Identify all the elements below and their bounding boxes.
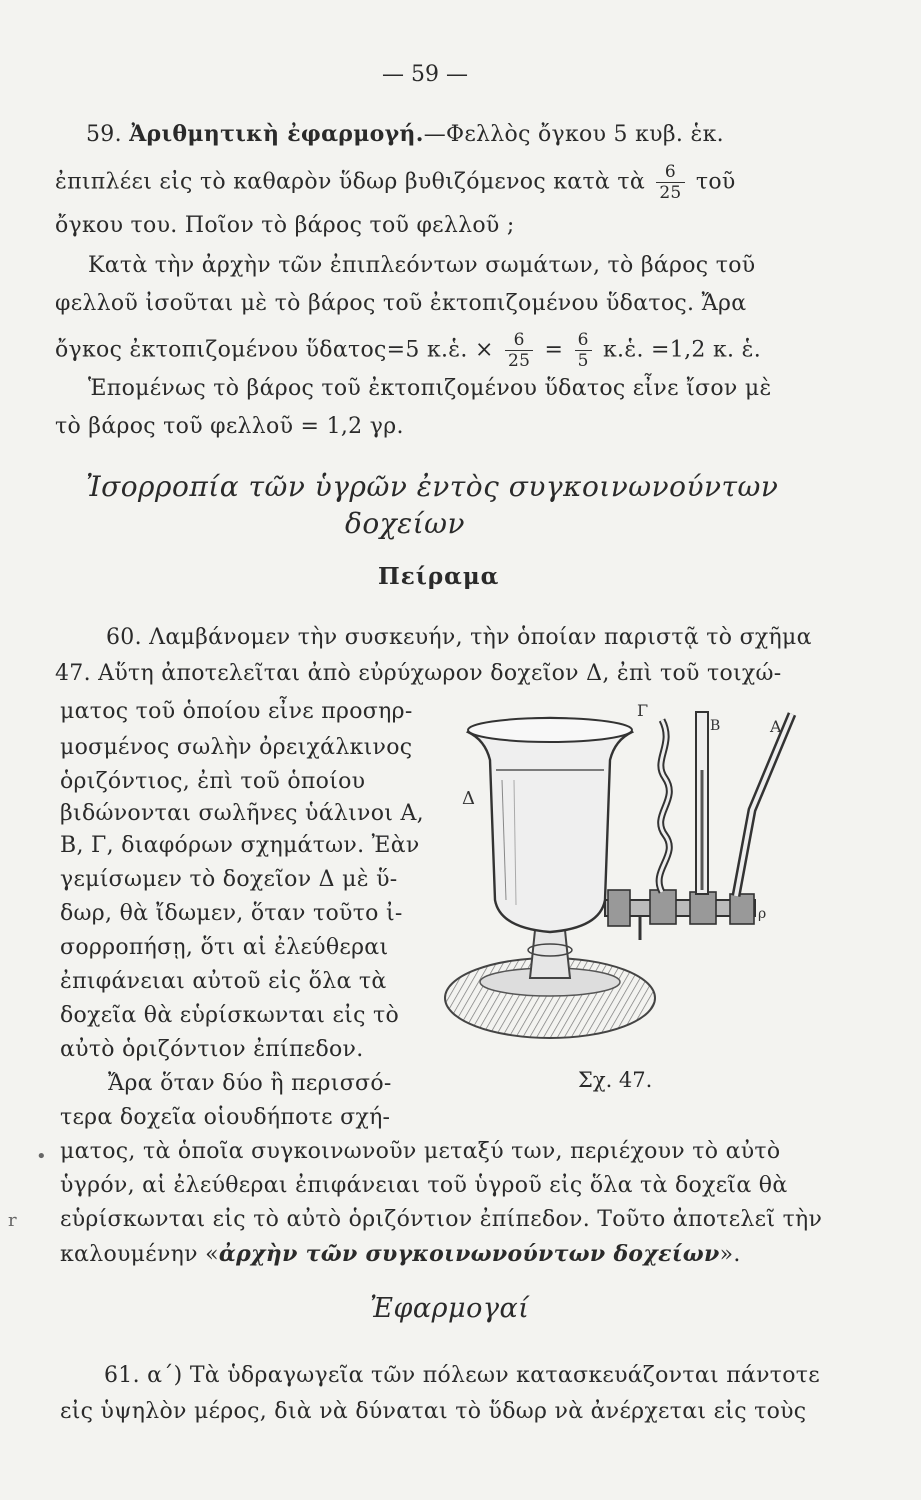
section59-line2-start: ἐπιπλέει εἰς τὸ καθαρὸν ὕδωρ βυθιζόμενος κατὰ τὰ [55,169,646,195]
label-rho: ρ [758,906,767,922]
section60-narrow-line: ἐπιφάνειαι αὐτοῦ εἰς ὅλα τὰ [60,969,387,994]
section60-narrow-line: ματος τοῦ ὁποίου εἶνε προσηρ- [60,699,413,724]
heading-balance-line2: δοχείων [345,507,466,540]
section60-narrow-line: δοχεῖα θὰ εὑρίσκωνται εἰς τὸ [60,1003,400,1028]
label-alpha: Α [770,717,782,736]
margin-tick: r [8,1210,17,1231]
heading-balance-line1: Ἰσορροπία τῶν ὑγρῶν ἐντὸς συγκοινωνούντων [86,470,779,503]
section59-line7: Ἑπομένως τὸ βάρος τοῦ ἐκτοπιζομένου ὕδατος εἶνε ἴσον μὲ [88,376,772,401]
tube-alpha [736,714,792,896]
section59-heading: Ἀριθμητικὴ ἐφαρμογή. [129,121,424,147]
margin-bullet: • [36,1146,47,1167]
frac-denominator: 25 [508,351,531,371]
last-line-start: καλουμένην « [60,1242,219,1267]
section60-line2: 47. Αὕτη ἀποτελεῖται ἀπὸ εὐρύχωρον δοχεῖον Δ, ἐπὶ τοῦ τοιχώ- [55,661,782,686]
section60-narrow-line: μοσμένος σωλὴν ὀρειχάλκινος [60,735,413,760]
section59-line1 [86,120,724,149]
last-line-end: ». [719,1242,741,1267]
section60-full-line: ὑγρόν, αἱ ἐλεύθεραι ἐπιφάνειαι τοῦ ὑγροῦ εἰς ὅλα τὰ δοχεῖα θὰ [60,1173,788,1198]
principle-text: ἀρχὴν τῶν συγκοινωνούντων δοχείων [218,1241,720,1267]
section61-line1: 61. α΄) Τὰ ὑδραγωγεῖα τῶν πόλεων κατασκευάζονται πάντοτε [104,1363,820,1388]
label-beta: Β [710,718,721,734]
section59-line5: φελλοῦ ἰσοῦται μὲ τὸ βάρος τοῦ ἐκτοπιζομένου ὕδατος. Ἄρα [55,291,747,316]
applications-heading: Ἐφαρμογαί [370,1293,530,1324]
figure-caption: Σχ. 47. [578,1068,653,1092]
section60-narrow-line: ὁριζόντιος, ἐπὶ τοῦ ὁποίου [60,769,366,794]
section60-full-line: εὑρίσκωνται εἰς τὸ αὐτὸ ὁριζόντιον ἐπίπεδον. Τοῦτο ἀποτελεῖ τὴν [60,1207,823,1232]
section60-narrow-line: Β, Γ, διαφόρων σχημάτων. Ἐὰν [60,833,420,858]
page-number: — 59 — [382,62,468,87]
section59-line6 [55,330,761,371]
frac-numerator: 6 [656,162,684,183]
section59-line2 [55,162,736,203]
experiment-heading: Πείραμα [378,563,500,590]
section60-full-line: ματος, τὰ ὁποῖα συγκοινωνοῦν μεταξύ των, περιέχουν τὸ αὐτὸ [60,1139,781,1164]
section60-last-line [60,1240,741,1269]
frac-denominator: 25 [659,183,682,203]
fraction-6-5 [575,330,592,371]
section59-line6-start: ὄγκος ἐκτοπιζομένου ὕδατος=5 κ.ἑ. × [55,337,494,363]
label-gamma: Γ [637,701,649,720]
section59-line6-end: κ.ἑ. =1,2 κ. ἑ. [603,337,761,363]
section60-narrow-line: Ἄρα ὅταν δύο ἢ περισσό- [108,1071,392,1096]
section61-line2: εἰς ὑψηλὸν μέρος, διὰ νὰ δύναται τὸ ὕδωρ νὰ ἀνέρχεται εἰς τοὺς [60,1399,807,1424]
section59-number: 59. [86,122,122,147]
frac-numerator: 6 [575,330,592,351]
section59-line3: ὄγκου του. Ποῖον τὸ βάρος τοῦ φελλοῦ ; [55,213,515,238]
frac-denominator: 5 [577,351,589,371]
section60-narrow-line: δωρ, θὰ ἴδωμεν, ὅταν τοῦτο ἰ- [60,901,403,926]
label-delta: Δ [462,788,475,809]
figure-47-apparatus [440,700,820,1060]
section60-narrow-line: τερα δοχεῖα οἱουδήποτε σχή- [60,1105,391,1130]
section59-line8: τὸ βάρος τοῦ φελλοῦ = 1,2 γρ. [55,414,404,439]
section59-line2-end: τοῦ [695,169,736,195]
fraction-6-25-b [505,330,533,371]
section60-narrow-line: σορροπήσῃ, ὅτι αἱ ἐλεύθεραι [60,935,389,960]
section60-narrow-line: αὐτὸ ὁριζόντιον ἐπίπεδον. [60,1037,364,1062]
section59-line4: Κατὰ τὴν ἀρχὴν τῶν ἐπιπλεόντων σωμάτων, τὸ βάρος τοῦ [88,253,756,278]
section60-narrow-line: γεμίσωμεν τὸ δοχεῖον Δ μὲ ὕ- [60,867,398,892]
equals-sign: = [544,337,564,363]
section59-line1-rest: —Φελλὸς ὄγκου 5 κυβ. ἑκ. [423,122,724,147]
section60-line1: 60. Λαμβάνομεν τὴν συσκευήν, τὴν ὁποίαν παριστᾷ τὸ σχῆμα [106,625,812,650]
fraction-6-25 [656,162,684,203]
section60-narrow-line: βιδώνονται σωλῆνες ὑάλινοι Α, [60,801,424,826]
frac-numerator: 6 [505,330,533,351]
